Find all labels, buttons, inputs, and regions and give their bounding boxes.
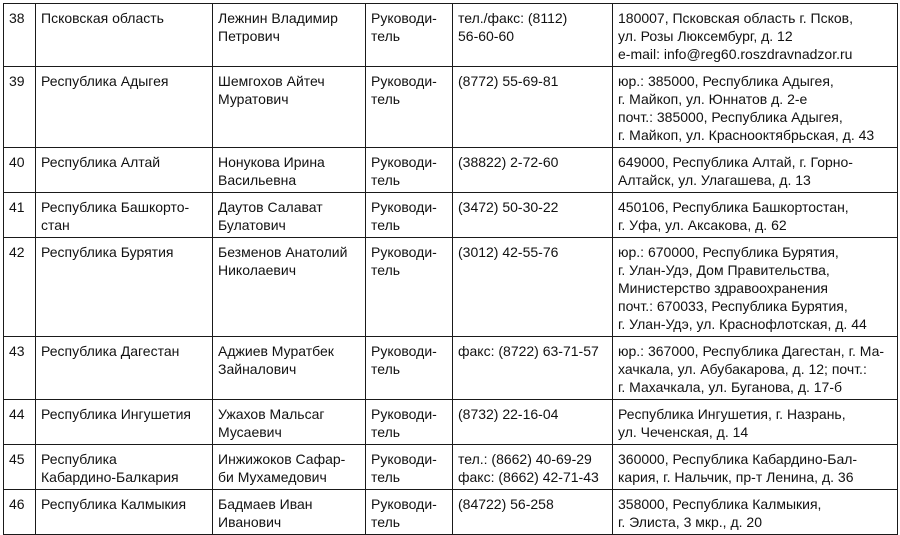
row-number-cell: 42 (4, 238, 36, 337)
head-name-cell (213, 238, 366, 337)
position-line: тель (371, 217, 401, 233)
head-name-cell (213, 445, 366, 490)
head-name-line: Николаевич (218, 262, 296, 278)
position-line: тель (371, 424, 401, 440)
region-line: Псковская область (41, 10, 164, 26)
address-cell (613, 337, 898, 400)
phone-cell (453, 400, 613, 445)
position-cell (366, 4, 453, 67)
region-line: Республика Алтай (41, 154, 161, 170)
table-row (4, 490, 898, 535)
head-name-line: Мусаевич (218, 424, 282, 440)
position-cell (366, 67, 453, 148)
region-line: Республика (41, 451, 117, 467)
address-line: г. Уфа, ул. Аксакова, д. 62 (618, 217, 787, 233)
address-line: г. Майкоп, ул. Юннатов д. 2-е (618, 91, 808, 107)
position-line: тель (371, 262, 401, 278)
position-line: тель (371, 514, 401, 530)
phone-line: тел.: (8662) 40-69-29 (458, 451, 592, 467)
address-line: ул. Розы Люксембург, д. 12 (618, 28, 793, 44)
address-line: Республика Ингушетия, г. Назрань, (618, 406, 846, 422)
head-name-line: Булатович (218, 217, 286, 233)
head-name-cell (213, 148, 366, 193)
row-number-cell: 45 (4, 445, 36, 490)
head-name-cell (213, 337, 366, 400)
address-line: почт.: 670033, Республика Бурятия, (618, 298, 848, 314)
position-line: тель (371, 361, 401, 377)
address-line: юр.: 367000, Республика Дагестан, г. Ма- (618, 343, 885, 359)
phone-line: (3012) 42-55-76 (458, 244, 559, 260)
address-line: 649000, Республика Алтай, г. Горно- (618, 154, 853, 170)
address-line: Алтайск, ул. Улагашева, д. 13 (618, 172, 811, 188)
region-cell (36, 67, 213, 148)
phone-line: (8772) 55-69-81 (458, 73, 559, 89)
region-cell (36, 445, 213, 490)
head-name-line: Нонукова Ирина (218, 154, 325, 170)
head-name-line: Зайналович (218, 361, 297, 377)
position-line: Руководи- (371, 496, 437, 512)
head-name-cell (213, 67, 366, 148)
position-line: Руководи- (371, 199, 437, 215)
position-cell (366, 400, 453, 445)
address-line: кария, г. Нальчик, пр-т Ленина, д. 36 (618, 469, 854, 485)
head-name-line: би Мухамедович (218, 469, 327, 485)
region-line: Кабардино-Балкария (41, 469, 179, 485)
head-name-line: Ужахов Мальсаг (218, 406, 325, 422)
address-cell (613, 193, 898, 238)
position-line: тель (371, 469, 401, 485)
table-row (4, 67, 898, 148)
region-line: Республика Адыгея (41, 73, 169, 89)
phone-cell (453, 148, 613, 193)
phone-line: факс: (8722) 63-71-57 (458, 343, 599, 359)
address-line: г. Улан-Удэ, ул. Краснофлотская, д. 44 (618, 316, 867, 332)
address-line: г. Махачкала, ул. Буганова, д. 17-б (618, 379, 843, 395)
address-line: 360000, Республика Кабардино-Бал- (618, 451, 858, 467)
position-line: тель (371, 28, 401, 44)
region-cell (36, 238, 213, 337)
phone-cell (453, 67, 613, 148)
phone-line: (8732) 22-16-04 (458, 406, 559, 422)
head-name-line: Иванович (218, 514, 282, 530)
row-number-cell: 43 (4, 337, 36, 400)
address-line: 180007, Псковская область г. Псков, (618, 10, 853, 26)
table-row (4, 4, 898, 67)
address-line: юр.: 670000, Республика Бурятия, (618, 244, 839, 260)
region-cell (36, 4, 213, 67)
position-line: Руководи- (371, 343, 437, 359)
table-row (4, 148, 898, 193)
row-number-cell: 46 (4, 490, 36, 535)
address-line: юр.: 385000, Республика Адыгея, (618, 73, 834, 89)
position-cell (366, 238, 453, 337)
row-number-cell: 44 (4, 400, 36, 445)
position-cell (366, 490, 453, 535)
address-line: 450106, Республика Башкортостан, (618, 199, 849, 215)
region-cell (36, 400, 213, 445)
phone-line: тел./факс: (8112) (458, 10, 568, 26)
address-line: Министерство здравоохранения (618, 280, 828, 296)
phone-line: (3472) 50-30-22 (458, 199, 559, 215)
head-name-line: Муратович (218, 91, 289, 107)
table-row (4, 238, 898, 337)
head-name-line: Петрович (218, 28, 280, 44)
table-row (4, 337, 898, 400)
row-number-cell: 39 (4, 67, 36, 148)
position-cell (366, 445, 453, 490)
row-number-cell: 41 (4, 193, 36, 238)
head-name-cell (213, 193, 366, 238)
region-line: Республика Башкорто- (41, 199, 190, 215)
address-cell (613, 490, 898, 535)
phone-line: (84722) 56-258 (458, 496, 554, 512)
head-name-line: Шемгохов Айтеч (218, 73, 325, 89)
region-cell (36, 148, 213, 193)
address-line: г. Элиста, 3 мкр., д. 20 (618, 514, 762, 530)
phone-cell (453, 193, 613, 238)
region-cell (36, 193, 213, 238)
phone-line: (38822) 2-72-60 (458, 154, 559, 170)
region-line: Республика Дагестан (41, 343, 180, 359)
position-line: Руководи- (371, 406, 437, 422)
head-name-line: Безменов Анатолий (218, 244, 348, 260)
head-name-line: Даутов Салават (218, 199, 323, 215)
address-line: e-mail: info@reg60.roszdravnadzor.ru (618, 46, 853, 62)
address-cell (613, 400, 898, 445)
address-cell (613, 445, 898, 490)
region-line: Республика Ингушетия (41, 406, 192, 422)
address-line: почт.: 385000, Республика Адыгея, (618, 109, 843, 125)
regional-directory-table (3, 3, 898, 535)
position-line: Руководи- (371, 451, 437, 467)
phone-cell (453, 490, 613, 535)
head-name-cell (213, 490, 366, 535)
phone-cell (453, 4, 613, 67)
address-cell (613, 238, 898, 337)
phone-line: 56-60-60 (458, 28, 515, 44)
phone-cell (453, 238, 613, 337)
row-number-cell: 40 (4, 148, 36, 193)
phone-cell (453, 337, 613, 400)
position-line: тель (371, 172, 401, 188)
region-cell (36, 337, 213, 400)
head-name-line: Бадмаев Иван (218, 496, 313, 512)
table-body (4, 4, 898, 535)
region-line: Республика Бурятия (41, 244, 174, 260)
region-cell (36, 490, 213, 535)
head-name-line: Инжижоков Сафар- (218, 451, 346, 467)
region-line: Республика Калмыкия (41, 496, 187, 512)
address-line: г. Майкоп, ул. Краснооктябрьская, д. 43 (618, 127, 875, 143)
head-name-line: Васильевна (218, 172, 297, 188)
address-cell (613, 148, 898, 193)
position-cell (366, 337, 453, 400)
position-line: Руководи- (371, 73, 437, 89)
position-cell (366, 193, 453, 238)
head-name-cell (213, 400, 366, 445)
head-name-line: Лежнин Владимир (218, 10, 338, 26)
position-line: Руководи- (371, 244, 437, 260)
table-row (4, 445, 898, 490)
phone-cell (453, 445, 613, 490)
address-cell (613, 4, 898, 67)
position-cell (366, 148, 453, 193)
region-line: стан (41, 217, 70, 233)
row-number-cell: 38 (4, 4, 36, 67)
address-cell (613, 67, 898, 148)
address-line: ул. Чеченская, д. 14 (618, 424, 749, 440)
address-line: г. Улан-Удэ, Дом Правительства, (618, 262, 830, 278)
position-line: тель (371, 91, 401, 107)
position-line: Руководи- (371, 10, 437, 26)
head-name-cell (213, 4, 366, 67)
table-row (4, 193, 898, 238)
address-line: хачкала, ул. Абубакарова, д. 12; почт.: (618, 361, 867, 377)
table-row (4, 400, 898, 445)
phone-line: факс: (8662) 42-71-43 (458, 469, 599, 485)
head-name-line: Аджиев Муратбек (218, 343, 334, 359)
address-line: 358000, Республика Калмыкия, (618, 496, 822, 512)
position-line: Руководи- (371, 154, 437, 170)
